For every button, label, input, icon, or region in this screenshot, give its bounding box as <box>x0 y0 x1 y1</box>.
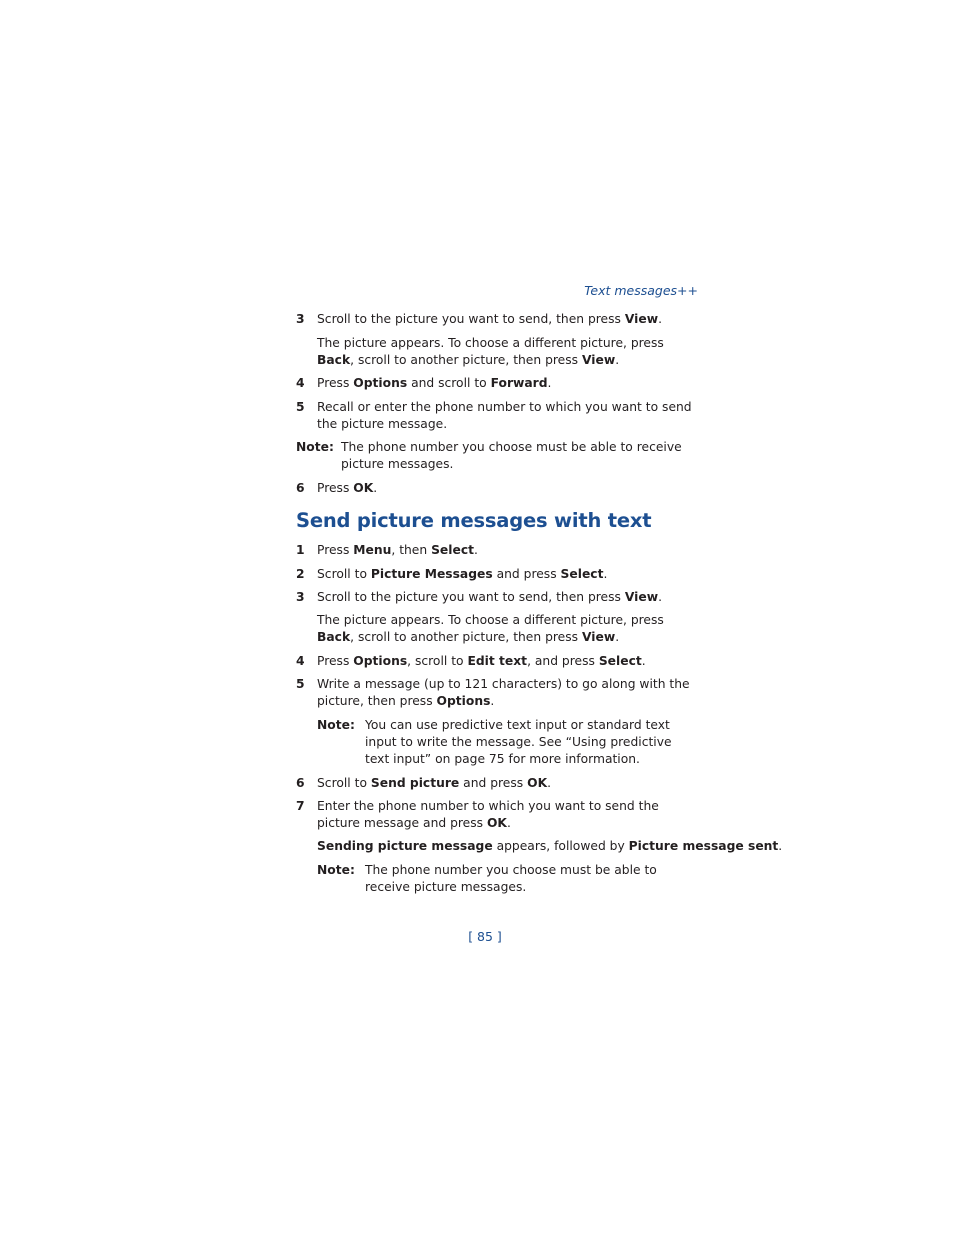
step-3-scroll-to-picture: 3 Scroll to the picture you want to send, then press View. <box>296 589 698 606</box>
section-heading: Send picture messages with text <box>296 509 652 532</box>
note-label: Note: <box>296 440 334 454</box>
step-number: 1 <box>296 543 305 557</box>
step-number: 6 <box>296 481 305 495</box>
step-number: 5 <box>296 400 305 414</box>
step-7-detail: Sending picture message appears, followed by Picture message sent. <box>317 839 783 853</box>
step-4-press-options: 4 Press Options, scroll to Edit text, and press Select. <box>296 653 698 670</box>
step-6-press-ok: 6 Press OK. <box>296 480 698 497</box>
step-2-scroll-to-picture-messages: 2 Scroll to Picture Messages and press Select. <box>296 566 698 583</box>
step-number: 3 <box>296 312 305 326</box>
step-5-recall-number: 5 Recall or enter the phone number to which you want to send the picture message. <box>296 400 692 432</box>
step-number: 6 <box>296 776 305 790</box>
step-number: 4 <box>296 654 305 668</box>
note-predictive-text: Note: You can use predictive text input or standard text input to write the message. See “Using predictive text input” on page 75 for more information. <box>317 718 672 767</box>
note-phone-number: Note: The phone number you choose must be able to receive picture messages. <box>296 440 682 472</box>
step-5-write-message: 5 Write a message (up to 121 characters) to go along with the picture, then press Options. <box>296 677 690 709</box>
step-number: 7 <box>296 799 305 813</box>
step-7-enter-number: 7 Enter the phone number to which you want to send the picture message and press OK. <box>296 799 659 831</box>
note-label: Note: <box>317 718 355 732</box>
page-number: [ 85 ] <box>468 929 502 944</box>
step-number: 5 <box>296 677 305 691</box>
step-3-scroll-to-picture: 3 Scroll to the picture you want to send, then press View. <box>296 311 698 328</box>
step-number: 2 <box>296 567 305 581</box>
step-number: 4 <box>296 376 305 390</box>
step-6-send-picture: 6 Scroll to Send picture and press OK. <box>296 775 698 792</box>
step-number: 3 <box>296 590 305 604</box>
note-receive-picture: Note: The phone number you choose must be able to receive picture messages. <box>317 863 657 895</box>
note-label: Note: <box>317 863 355 877</box>
running-header: Text messages++ <box>584 283 698 298</box>
step-3-detail: The picture appears. To choose a different picture, press Back, scroll to another picture, then press View. <box>317 613 664 645</box>
step-1-press-menu: 1 Press Menu, then Select. <box>296 542 698 559</box>
step-4-press-options: 4 Press Options and scroll to Forward. <box>296 375 698 392</box>
step-3-detail: The picture appears. To choose a different picture, press Back, scroll to another picture, then press View. <box>317 336 664 368</box>
